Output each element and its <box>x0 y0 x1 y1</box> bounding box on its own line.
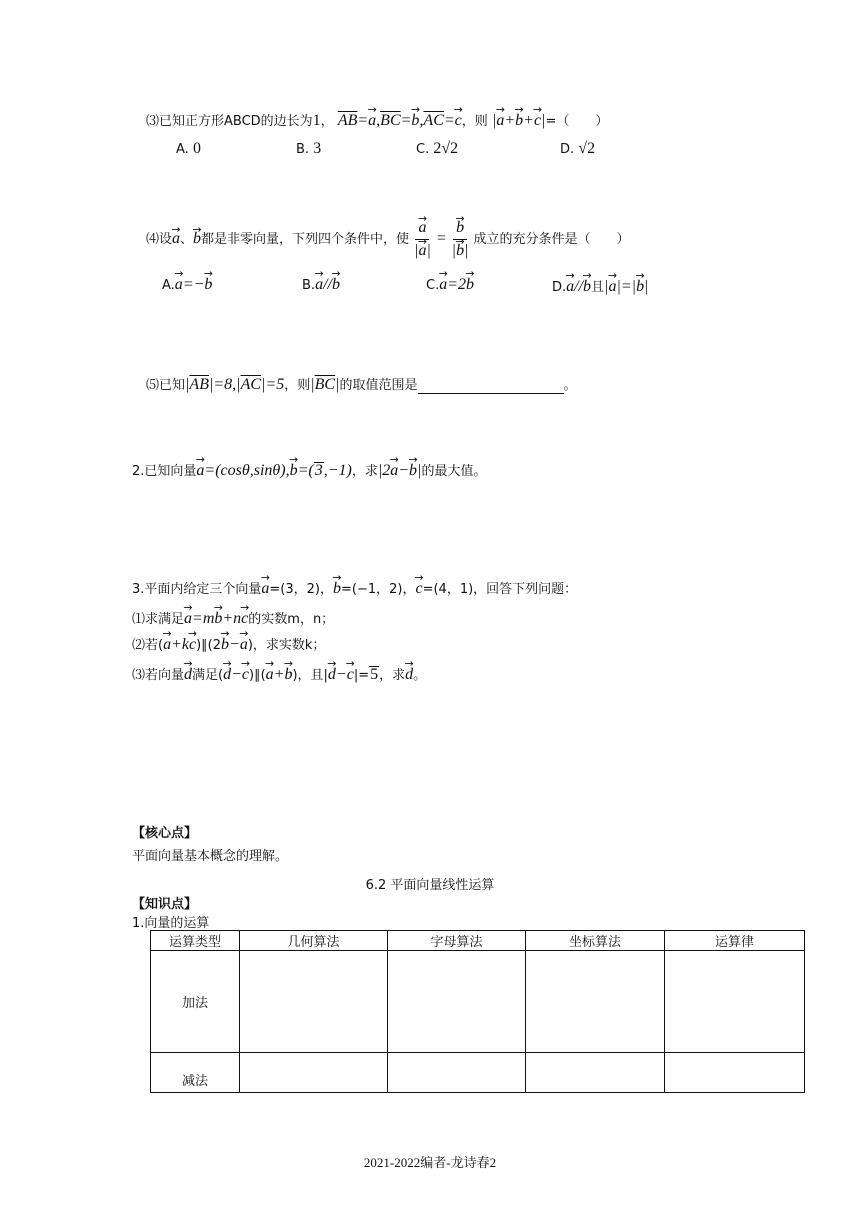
table-header: 字母算法 <box>388 931 526 951</box>
option-value: 3 <box>313 140 322 157</box>
option-label: C. <box>416 142 430 157</box>
table-cell[interactable] <box>240 1053 388 1093</box>
q1-4-option-c: C.→ a=2→ b <box>426 276 474 294</box>
q3-part3: ⑶若向量→ d满足(→ d−→ c)∥(→ a+→ b)，且|→ d−→ c|=5，求→ d。 <box>132 664 426 684</box>
option-label: C. <box>426 278 440 293</box>
table-cell[interactable] <box>388 951 526 1053</box>
page-footer: 2021-2022编者-龙诗春2 <box>363 1155 497 1170</box>
q3-a-value: =(3，2)， <box>269 582 333 597</box>
q2-line: 2.已知向量→ a=(cosθ,sinθ),→ b=(3,−1)，求|2→ a−→ b|的最大值。 <box>132 460 486 480</box>
q3-intro: 3.平面内给定三个向量 <box>132 582 262 597</box>
table-cell[interactable] <box>526 1053 665 1093</box>
q1-4-fraction-b: → $\frac{b}{|\to b|}$ <box>449 218 472 261</box>
table-cell[interactable] <box>665 951 805 1053</box>
option-and: 且 <box>591 280 605 295</box>
q1-3-option-a <box>176 140 201 158</box>
q3-p3-a: ⑶若向量 <box>132 668 185 683</box>
q3-p2-c: )，求实数k； <box>247 638 326 653</box>
q3-part2: ⑵若(→ a+k→ c)∥(2→ b−→ a)，求实数k； <box>132 634 325 654</box>
q1-3-option-c <box>416 140 458 158</box>
table-header: 运算类型 <box>151 931 240 951</box>
q3-p1-b: 的实数m，n； <box>248 612 335 627</box>
q3-line1: 3.平面内给定三个向量→ a=(3，2)，→ b=(−1，2)，→ c=(4，1)，回答下列问题： <box>132 578 577 598</box>
option-label: A. <box>162 278 175 293</box>
table-cell[interactable] <box>526 951 665 1053</box>
q1-3-option-d <box>560 140 595 158</box>
option-label: D. <box>560 142 575 157</box>
q1-4-mid: 、 <box>180 232 194 247</box>
q1-4-line: ⑷设→ a、→ b都是非零向量，下列四个条件中，使 → $\frac{a}{|\to a|}$ = → $\frac{b}{|\to b|}$ 成立的充分条件是（ ） <box>146 218 629 261</box>
q3-p3-c: )∥( <box>249 668 266 683</box>
q1-5-mid: ，则 <box>284 378 311 393</box>
q3-p1-a: ⑴求满足 <box>132 612 185 627</box>
table-row <box>151 951 805 1053</box>
option-label: B. <box>296 142 310 157</box>
q2-mid: ，求 <box>351 464 378 479</box>
q3-p3-g: 。 <box>413 668 427 683</box>
q1-5-line: ⑸已知$|\overline{AB}|=8,|\overline{AC}|=5$，则$|\overline{BC}|$的取值范围是 。 <box>146 376 577 393</box>
q1-4-fraction-a: → $\frac{a}{|\to a|}$ <box>411 218 434 261</box>
row-label-addition: 加法 <box>151 951 240 1053</box>
knowledge-heading: 【知识点】 <box>132 897 198 912</box>
q3-b-value: =(−1，2)， <box>341 582 416 597</box>
q3-p2-b: )∥(2 <box>196 638 222 653</box>
table-header: 几何算法 <box>240 931 388 951</box>
option-label: A. <box>176 142 189 157</box>
option-value: √2 <box>578 140 596 157</box>
table-cell[interactable] <box>240 951 388 1053</box>
q2-suffix: 的最大值。 <box>421 464 487 479</box>
section-title: 6.2 平面向量线性运算 <box>365 878 495 893</box>
q1-5-suffix: 的取值范围是 <box>339 378 418 393</box>
q1-3-prefix: ⑶已知正方形ABCD的边长为 <box>146 114 313 129</box>
q1-4-option-a: A.→ a=−→ b <box>162 276 212 294</box>
operations-table <box>150 930 805 1093</box>
q3-p3-b: 满足( <box>192 668 224 683</box>
q1-3-expr: |→ a+→ b+→ c| <box>492 112 546 129</box>
table-row <box>151 1053 805 1093</box>
table-cell[interactable] <box>665 1053 805 1093</box>
row-label-subtraction: 减法 <box>151 1053 240 1093</box>
table-header: 坐标算法 <box>526 931 665 951</box>
core-heading: 【核心点】 <box>132 826 198 841</box>
q1-3-side: 1 <box>312 112 321 129</box>
q1-4-text2: 成立的充分条件是（ ） <box>473 232 630 247</box>
q1-3-given-suffix: ，则 <box>461 114 488 129</box>
q2-prefix: 2.已知向量 <box>132 464 197 479</box>
q1-4-option-d: D.→ a//→ b且|→ a|=|→ b| <box>552 276 648 296</box>
q3-c-value: =(4，1)，回答下列问题： <box>422 582 578 597</box>
q3-p2-a: ⑵若( <box>132 638 164 653</box>
core-text: 平面向量基本概念的理解。 <box>132 849 289 864</box>
option-label: D. <box>552 280 567 295</box>
q3-part1: ⑴求满足→ a=m→ b+n→ c的实数m，n； <box>132 608 334 628</box>
table-header-row <box>151 931 805 951</box>
q1-3-line: ⑶已知正方形ABCD的边长为1， $\overline{AB}=\to a,\overline{BC}=\to b,\overline{AC}=\to c$，则 |→ a+→ b+→ c|=（ ） <box>146 110 608 130</box>
q1-3-ask: =（ ） <box>545 114 609 129</box>
q1-3-option-b <box>296 140 321 158</box>
table-header: 运算律 <box>665 931 805 951</box>
sub-heading: 1.向量的运算 <box>132 916 210 931</box>
q1-4-text1: 都是非零向量，下列四个条件中，使 <box>201 232 410 247</box>
answer-blank[interactable] <box>418 379 564 394</box>
q1-5-end: 。 <box>563 378 577 393</box>
q1-5-prefix: ⑸已知 <box>146 378 186 393</box>
q3-p3-f: ，求 <box>379 668 406 683</box>
q3-p3-e: |= <box>353 668 370 683</box>
q1-3-given: $\overline{AB}=\to a,\overline{BC}=\to b,\overline{AC}=\to c$ <box>338 112 462 129</box>
q1-4-prefix: ⑷设 <box>146 232 173 247</box>
option-value: 0 <box>192 140 201 157</box>
option-label: B. <box>302 278 316 293</box>
table-cell[interactable] <box>388 1053 526 1093</box>
option-value: 2√2 <box>433 140 459 157</box>
q1-4-option-b: B.→ a//→ b <box>302 276 340 294</box>
q3-p3-d: )，且| <box>292 668 328 683</box>
